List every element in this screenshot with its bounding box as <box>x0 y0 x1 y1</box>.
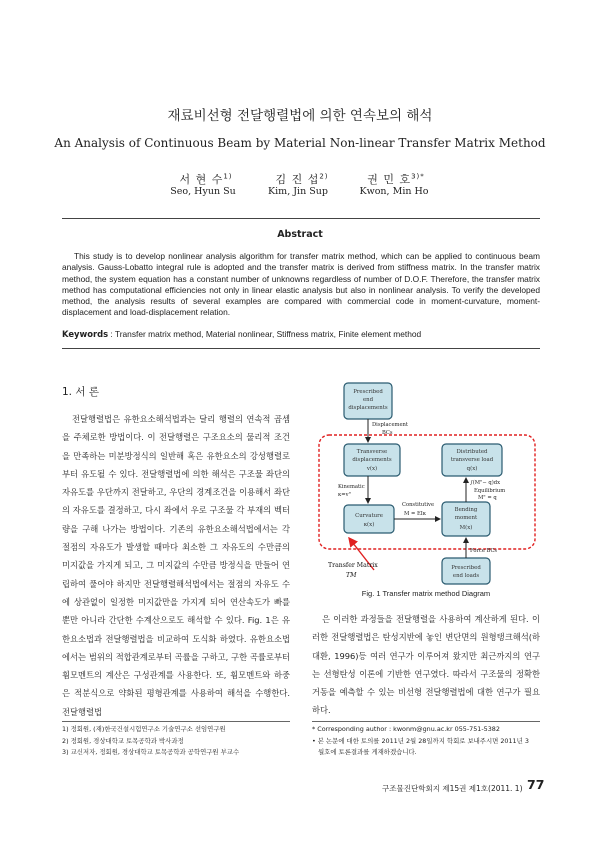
text-prescribed: Prescribed <box>353 389 383 395</box>
footnote-3: 3) 교신저자, 정회원, 경상대학교 토목공학과 공학연구원 부교수 <box>62 748 240 756</box>
keywords-label: Keywords <box>62 329 109 339</box>
label-m-eq: M = EIκ <box>404 511 427 517</box>
text-v-x: v(x) <box>366 466 378 472</box>
label-integral: ∫(M"− q)dx <box>470 480 501 486</box>
author-3-english: Kwon, Min Ho <box>359 186 429 197</box>
footnote-rule-right <box>312 721 540 722</box>
label-kinematic: Kinematic <box>338 484 365 490</box>
author-3: 권 민 호$^{3)*}$ <box>367 172 425 186</box>
text-displacements: displacements <box>348 405 388 411</box>
text-displacements-2: displacements <box>352 457 392 463</box>
text-bending: Bending <box>454 507 478 513</box>
title-korean: 재료비선형 전달행렬법에 의한 연속보의 해석 <box>167 108 433 124</box>
label-constitutive: Constitutive <box>402 502 435 508</box>
text-prescribed-2: Prescribed <box>451 565 481 571</box>
text-curvature: Curvature <box>355 513 383 519</box>
label-bcs: BCs <box>382 430 393 436</box>
footnote-1: 1) 정회원, (재)한국건설시험연구소 기술연구소 선임연구원 <box>62 725 226 733</box>
body-text-right: 은 이러한 과정들을 전달행렬을 사용하여 계산하게 된다. 이러한 전달행렬법은 탄성지반에 놓인 변단면의 원형탱크해석(하대환, 1996)등 여러 연구가 이루어져 왔지만 최근까지의 연구는 선형탄성 이론에 기반한 연구였다. 따라서 구조물의 정확한 거동을 예측할 수 있는 비선형 전달행렬법에 대한 연구가 필요하다. <box>312 614 540 716</box>
label-tm: TM <box>346 572 357 579</box>
keywords-text: : Transfer matrix method, Material nonlinear, Stiffness matrix, Finite element method <box>108 329 422 339</box>
text-m-x: M(x) <box>459 525 473 531</box>
abstract-text: This study is to develop nonlinear analysis algorithm for transfer matrix method, which can be applied to continuous beam analysis. Gauss-Lobatto integral rule is adopted and the transfer matrix is derived from stiffness matrix. In the transfer matrix method, the system equation has a constant number of unknowns regardless of number of D.O.F. Therefore, the transfer matrix method has computational efficiencies not only in linear elastic analysis but also in nonlinear analysis. To verify the developed method, the analysis results of several examples are compared with commercial code in moment-curvature, moment-displacement and load-displacement relation. <box>62 251 540 318</box>
footnotes-left <box>62 724 292 759</box>
text-transverse-load: transverse load <box>450 457 494 463</box>
footnotes-right <box>312 724 544 759</box>
footnote-discussion-1: • 본 논문에 대한 토의를 2011년 2월 28일까지 학회로 보내주시면 2011년 3 <box>312 736 529 745</box>
box-curvature <box>344 505 394 533</box>
box-prescribed-end-loads <box>442 558 490 584</box>
text-moment: moment <box>454 515 478 521</box>
label-kappa-eq: κ=v" <box>338 492 351 498</box>
author-2: 김 진 섭$^{2)}$ <box>275 172 329 186</box>
section-heading: 1. 서 론 <box>62 386 99 398</box>
label-force-bcs: Force BCs <box>470 548 498 554</box>
text-end: end <box>362 397 374 403</box>
text-kappa-x: κ(x) <box>363 522 375 528</box>
abstract-heading: Abstract <box>277 229 323 240</box>
body-text-left: 전달행렬법은 유한요소해석법과는 달리 행렬의 연속적 곱셈을 주체로한 방법이다. 이 전달행렬은 구조요소의 물리적 조건을 만족하는 미분방정식의 일반해 혹은 유한요소의 강성행렬로부터 유도될 수 있다. 전달행렬법에 의한 해석은 구조물 좌단의 자유도를 우단까지 전달하고, 우단의 경계조건을 이용해서 좌단의 자유도를 결정하고, 다시 좌에서 우로 구조물 각 부재의 벡터량을 구해 나가는 방법이다. 기존의 유한요소해석법에서는 각 절점의 자유도가 발생할 때마다 최소한 그 자유도의 수만큼의 미지값을 가지게 되고, 그 미지값의 수만큼 방정식을 만들어 연립하여 풀어야 하지만 전달행렬해석법에서는 절점의 자유도 수에 상관없이 일정한 미지값만을 가지게 되어 연산속도가 빠를 뿐만 아니라 간단한 수계산으로도 해석할 수 있다. Fig. 1은 유한요소법과 전달행렬법을 비교하여 도식화 하였다. 유한요소법에서는 범위의 적합관계로부터 곡률을 구하고, 구한 곡률로부터 휨모멘트의 계산은 구성관계를 사용한다. 또, 휨모멘트와 하중은 적분식으로 약화된 평형관계를 사용하여 해석을 수행한다. 전달행렬법 <box>62 414 290 717</box>
text-distributed: Distributed <box>456 449 488 455</box>
label-m-double-prime: M" = q <box>478 495 497 501</box>
author-1-english: Seo, Hyun Su <box>170 186 236 197</box>
footnote-corresponding: * Corresponding author : kwonm@gnu.ac.kr 055-751-5382 <box>312 725 500 733</box>
label-displacement: Displacement <box>372 422 408 428</box>
author-2-english: Kim, Jin Sup <box>268 186 328 197</box>
text-q-x: q(x) <box>466 466 478 472</box>
figure-transfer-matrix-diagram <box>314 378 540 586</box>
label-equilibrium: Equilibrium <box>474 488 506 494</box>
journal-footer: 구조물진단학회지 제15권 제1호(2011. 1) <box>382 784 523 793</box>
page-number: 77 <box>527 777 545 792</box>
abstract-top-rule <box>62 218 540 219</box>
text-end-loads: end loads <box>452 573 480 579</box>
label-transfer-matrix: Transfer Matrix <box>328 562 378 569</box>
figure-caption: Fig. 1 Transfer matrix method Diagram <box>361 589 491 598</box>
footnote-2: 2) 정회원, 경상대학교 토목공학과 박사과정 <box>62 736 184 745</box>
footnote-rule-left <box>62 721 290 722</box>
text-transverse: Transverse <box>356 449 388 455</box>
footnote-discussion-2: 월호에 토론결과를 게재하겠습니다. <box>318 748 417 756</box>
keywords <box>62 329 540 339</box>
author-1: 서 현 수$^{1)}$ <box>179 172 233 186</box>
abstract-bottom-rule <box>62 348 540 349</box>
title-english: An Analysis of Continuous Beam by Material Non-linear Transfer Matrix Method <box>54 136 546 150</box>
